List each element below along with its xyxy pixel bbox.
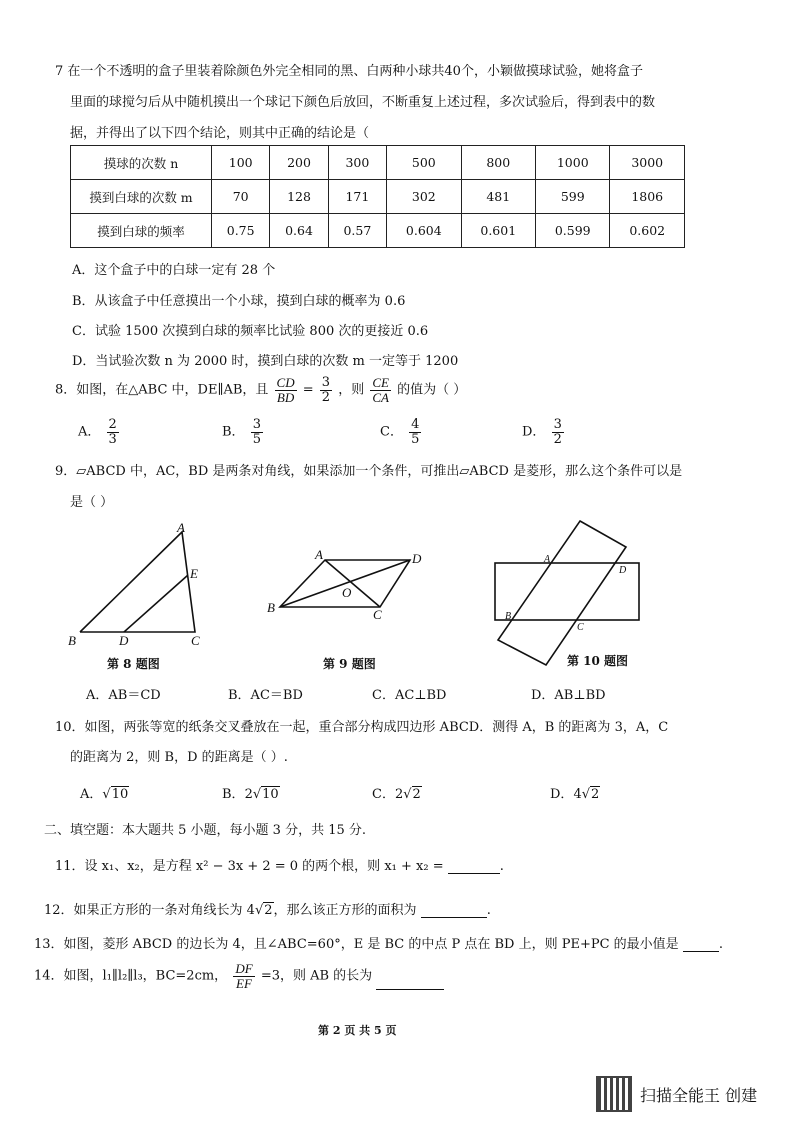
table-cell: 0.57 <box>328 214 386 248</box>
fig10-label-d: D <box>619 565 627 576</box>
q10-option-d[interactable]: D．4√2 <box>550 787 600 802</box>
fig9-label-d: D <box>412 551 422 566</box>
q8-option-b[interactable]: B． $\frac{3}{5}$ <box>222 417 261 447</box>
fig8-label-e: E <box>190 566 198 581</box>
q13-answer-blank[interactable] <box>683 936 719 952</box>
fig10-label-c: C <box>577 622 584 633</box>
q8-fraction-3-2: $\frac{3}{2}$ <box>321 375 331 405</box>
q9-option-d[interactable]: D．AB⊥BD <box>531 688 606 703</box>
table-cell: 171 <box>328 180 386 214</box>
q8-stem: 8．如图，在△ABC 中，DE∥AB，且 $\frac{CD}{BD}$ = $\frac{3}{2}$ ，则 $\frac{CE}{CA}$ 的值为（ ） <box>55 375 467 405</box>
table-cell: 0.599 <box>536 214 610 248</box>
table-cell: 0.75 <box>212 214 270 248</box>
q13: 13．如图，菱形 ABCD 的边长为 4，且∠ABC=60°，E 是 BC 的中点 P 点在 BD 上，则 PE+PC 的最小值是 . <box>34 937 723 952</box>
fig8-label-d: D <box>119 633 129 648</box>
table-cell: 500 <box>387 146 461 180</box>
table-cell: 摸球的次数 n <box>71 146 212 180</box>
figure-10 <box>488 515 648 670</box>
q8-option-a[interactable]: A． $\frac{2}{3}$ <box>78 417 117 447</box>
fig9-label-b: B <box>267 600 275 615</box>
q11-answer-blank[interactable] <box>448 858 500 874</box>
figure-9 <box>260 545 430 625</box>
table-cell: 300 <box>328 146 386 180</box>
table-cell: 100 <box>212 146 270 180</box>
figure-10-caption: 第 10 题图 <box>567 654 629 668</box>
table-row <box>71 180 685 214</box>
section-2-heading: 二、填空题：本大题共 5 小题，每小题 3 分，共 15 分. <box>44 823 367 838</box>
fig9-label-a: A <box>315 547 323 562</box>
table-cell: 1806 <box>610 180 685 214</box>
q10-option-c[interactable]: C．2√2 <box>372 787 421 802</box>
watermark-text: 扫描全能王 创建 <box>640 1086 758 1105</box>
table-cell: 800 <box>461 146 535 180</box>
q10-line2: 的距离为 2，则 B，D 的距离是（ ）. <box>70 750 288 765</box>
table-cell: 1000 <box>536 146 610 180</box>
fig9-label-o: O <box>342 585 352 600</box>
q8-fraction-cd-bd: $\frac{CD}{BD}$ <box>276 375 295 405</box>
figure-8 <box>60 520 220 650</box>
table-row <box>71 146 685 180</box>
q8-fraction-ce-ca: $\frac{CE}{CA}$ <box>372 375 389 405</box>
q7-option-d[interactable]: D．当试验次数 n 为 2000 时，摸到白球的次数 m 一定等于 1200 <box>72 354 459 369</box>
q14: 14．如图，l₁∥l₂∥l₃，BC=2cm， $\frac{DF}{EF}$ =3，则 AB 的长为 <box>34 962 444 990</box>
fig10-label-a: A <box>544 554 551 565</box>
table-cell: 0.601 <box>461 214 535 248</box>
table-cell: 302 <box>387 180 461 214</box>
q9-line2: 是（ ） <box>70 495 114 510</box>
q8-option-c[interactable]: C． $\frac{4}{5}$ <box>380 417 420 447</box>
page-footer: 第 2 页 共 5 页 <box>318 1024 397 1037</box>
q7-option-b[interactable]: B．从该盒子中任意摸出一个小球，摸到白球的概率为 0.6 <box>72 294 406 309</box>
q7-option-a[interactable]: A．这个盒子中的白球一定有 28 个 <box>72 263 276 278</box>
table-row <box>71 214 685 248</box>
q11: 11．设 x₁、x₂，是方程 x² − 3x + 2 = 0 的两个根，则 x₁ + x₂ = . <box>55 859 504 874</box>
q10-line1: 10．如图，两张等宽的纸条交叉叠放在一起，重合部分构成四边形 ABCD．测得 A，B 的距离为 3，A，C <box>55 720 669 735</box>
q12-answer-blank[interactable] <box>421 902 487 918</box>
q7-line2: 里面的球搅匀后从中随机摸出一个球记下颜色后放回，不断重复上述过程，多次试验后，得到表中的数 <box>70 95 656 110</box>
q9-option-c[interactable]: C．AC⊥BD <box>372 688 447 703</box>
fig8-label-c: C <box>191 633 200 648</box>
fig10-label-b: B <box>505 611 512 622</box>
table-cell: 200 <box>270 146 328 180</box>
q10-option-a[interactable]: A．√10 <box>80 787 129 802</box>
table-cell: 3000 <box>610 146 685 180</box>
qr-code-icon <box>596 1076 632 1112</box>
fig8-label-a: A <box>177 520 185 535</box>
fig9-label-c: C <box>373 607 382 622</box>
q7-line3: 据，并得出了以下四个结论，则其中正确的结论是（ <box>70 126 370 141</box>
table-cell: 0.604 <box>387 214 461 248</box>
q10-option-b[interactable]: B．2√10 <box>222 787 279 802</box>
q12: 12．如果正方形的一条对角线长为 4√2，那么该正方形的面积为 . <box>44 903 491 918</box>
table-cell: 599 <box>536 180 610 214</box>
table-cell: 0.602 <box>610 214 685 248</box>
fig8-label-b: B <box>68 633 76 648</box>
q7-option-c[interactable]: C．试验 1500 次摸到白球的频率比试验 800 次的更接近 0.6 <box>72 324 429 339</box>
table-cell: 摸到白球的频率 <box>71 214 212 248</box>
table-cell: 70 <box>212 180 270 214</box>
q14-fraction-df-ef: $\frac{DF}{EF}$ <box>235 961 253 991</box>
frequency-table <box>70 145 685 248</box>
q9-option-b[interactable]: B．AC＝BD <box>228 688 303 703</box>
table-cell: 481 <box>461 180 535 214</box>
figure-8-caption: 第 8 题图 <box>107 657 160 671</box>
q14-answer-blank[interactable] <box>376 974 444 990</box>
q9-option-a[interactable]: A．AB＝CD <box>86 688 161 703</box>
q9-line1: 9．▱ABCD 中，AC，BD 是两条对角线，如果添加一个条件，可推出▱ABCD 是菱形，那么这个条件可以是 <box>55 464 683 479</box>
table-cell: 摸到白球的次数 m <box>71 180 212 214</box>
q8-option-d[interactable]: D． $\frac{3}{2}$ <box>522 417 562 447</box>
q8-pre: 8．如图，在△ABC 中，DE∥AB，且 <box>55 382 269 398</box>
table-cell: 0.64 <box>270 214 328 248</box>
q7-line1: 7 在一个不透明的盒子里装着除颜色外完全相同的黑、白两种小球共40个，小颖做摸球试验，她将盒子 <box>55 64 643 79</box>
figure-9-caption: 第 9 题图 <box>323 657 376 671</box>
table-cell: 128 <box>270 180 328 214</box>
